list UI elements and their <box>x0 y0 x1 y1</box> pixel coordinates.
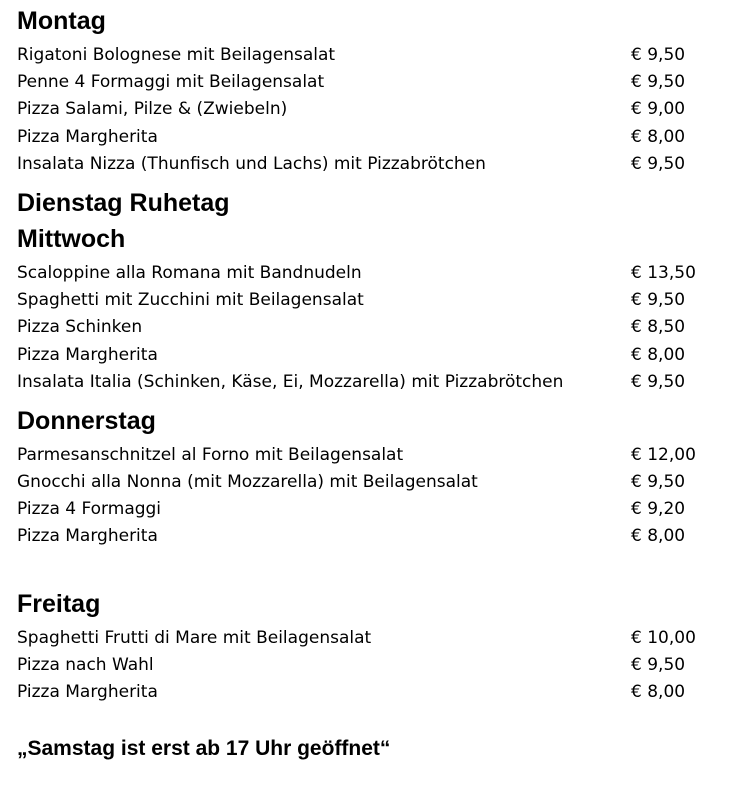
dish-name: Parmesanschnitzel al Forno mit Beilagensalat <box>17 444 404 465</box>
dish-name: Gnocchi alla Nonna (mit Mozzarella) mit Beilagensalat <box>17 472 478 493</box>
saturday-note: „Samstag ist erst ab 17 Uhr geöffnet“ <box>17 737 391 761</box>
dish-price: € 9,50 <box>631 371 686 392</box>
dish-price: € 8,00 <box>631 526 686 547</box>
menu-item <box>17 260 732 287</box>
dish-price: € 9,50 <box>631 472 686 493</box>
dish-price: € 8,50 <box>631 317 686 338</box>
menu-item <box>17 679 732 706</box>
menu-item <box>17 442 732 469</box>
menu-item <box>17 342 732 369</box>
dish-name: Pizza Margherita <box>17 126 158 147</box>
dish-price: € 12,00 <box>631 444 696 465</box>
dish-price: € 9,50 <box>631 153 686 174</box>
dish-price: € 8,00 <box>631 126 686 147</box>
dish-name: Scaloppine alla Romana mit Bandnudeln <box>17 262 362 283</box>
dish-name: Penne 4 Formaggi mit Beilagensalat <box>17 72 325 93</box>
dish-name: Pizza 4 Formaggi <box>17 499 162 520</box>
dish-name: Spaghetti mit Zucchini mit Beilagensalat <box>17 290 364 311</box>
dish-name: Pizza Margherita <box>17 526 158 547</box>
dish-price: € 9,50 <box>631 654 686 675</box>
dish-price: € 9,50 <box>631 72 686 93</box>
menu-item <box>17 42 732 69</box>
dish-name: Insalata Italia (Schinken, Käse, Ei, Mozzarella) mit Pizzabrötchen <box>17 371 564 392</box>
menu-item <box>17 369 732 396</box>
day-heading-montag: Montag <box>17 7 106 35</box>
day-heading-freitag: Freitag <box>17 589 101 618</box>
menu-item <box>17 151 732 178</box>
menu-item <box>17 496 732 523</box>
menu-item <box>17 69 732 96</box>
dish-price: € 10,00 <box>631 627 696 648</box>
dish-price: € 9,20 <box>631 499 686 520</box>
dish-price: € 9,00 <box>631 99 686 120</box>
day-heading-dienstag: Dienstag Ruhetag <box>17 188 230 217</box>
dish-name: Pizza Schinken <box>17 317 143 338</box>
menu-item <box>17 96 732 123</box>
menu-item <box>17 314 732 341</box>
dish-price: € 9,50 <box>631 290 686 311</box>
menu-item <box>17 652 732 679</box>
weekly-menu <box>17 6 732 762</box>
menu-item <box>17 625 732 652</box>
dish-name: Insalata Nizza (Thunfisch und Lachs) mit Pizzabrötchen <box>17 153 486 174</box>
dish-price: € 13,50 <box>631 262 696 283</box>
dish-name: Rigatoni Bolognese mit Beilagensalat <box>17 45 336 65</box>
menu-item <box>17 287 732 314</box>
dish-price: € 9,50 <box>631 45 686 65</box>
menu-item <box>17 469 732 496</box>
dish-name: Pizza Margherita <box>17 344 158 365</box>
dish-name: Spaghetti Frutti di Mare mit Beilagensalat <box>17 627 372 648</box>
menu-item <box>17 523 732 550</box>
dish-name: Pizza Salami, Pilze & (Zwiebeln) <box>17 99 288 120</box>
dish-name: Pizza Margherita <box>17 682 158 702</box>
dish-price: € 8,00 <box>631 682 686 702</box>
dish-name: Pizza nach Wahl <box>17 654 154 675</box>
dish-price: € 8,00 <box>631 344 686 365</box>
menu-item <box>17 124 732 151</box>
day-heading-donnerstag: Donnerstag <box>17 406 156 435</box>
day-heading-mittwoch: Mittwoch <box>17 224 126 253</box>
